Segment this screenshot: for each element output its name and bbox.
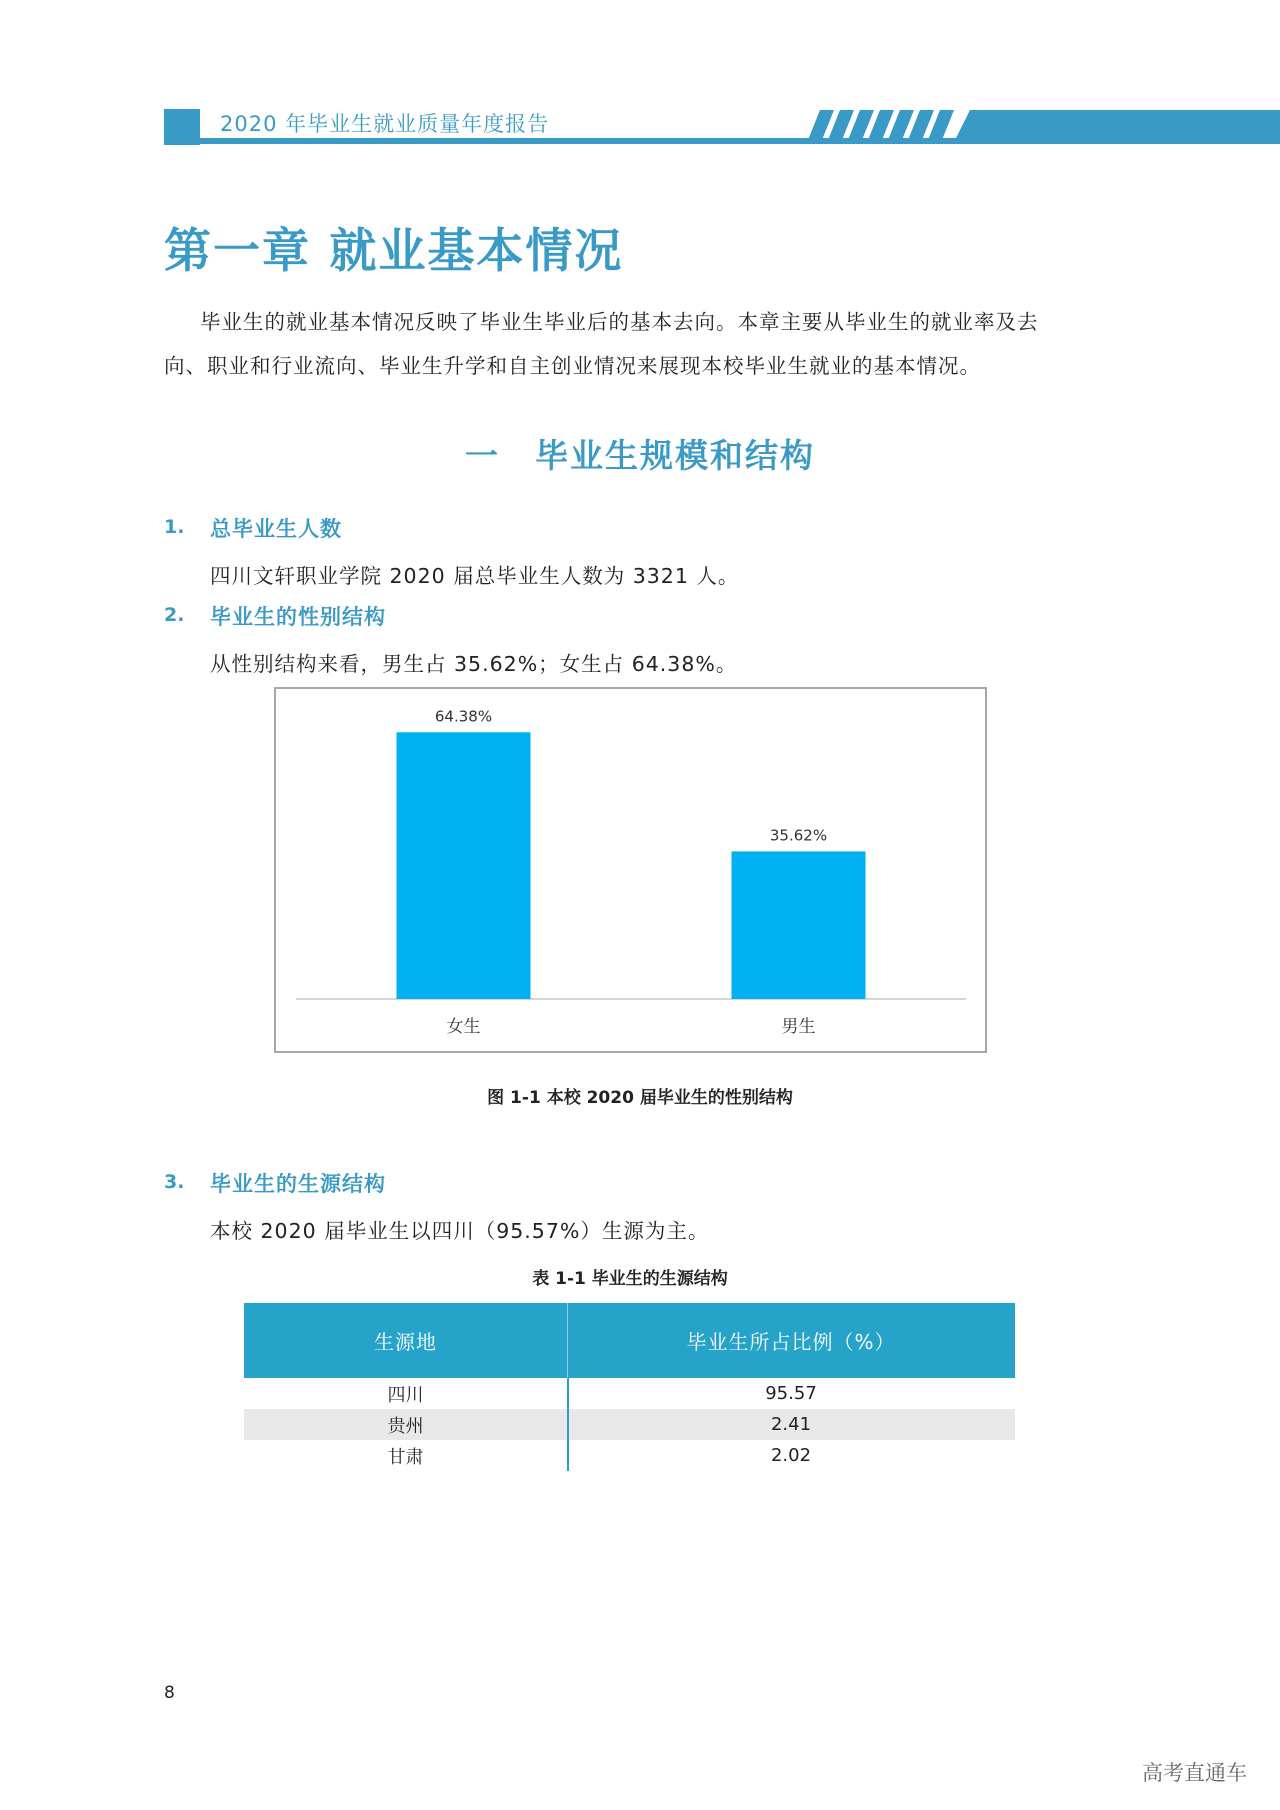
table-cell-ratio: 2.02: [770, 1445, 812, 1466]
data-label-1: 64.38%: [434, 707, 493, 726]
header-stripes-decoration: [800, 110, 1280, 140]
chapter-title: 第一章 就业基本情况: [164, 224, 624, 279]
table-row: [244, 1440, 1015, 1471]
table-header-row: [244, 1303, 1015, 1378]
category-label-2: 男生: [781, 1017, 816, 1037]
page-number: 8: [164, 1683, 175, 1703]
section-title: 一 毕业生规模和结构: [465, 436, 815, 475]
figure-caption: 图 1-1 本校 2020 届毕业生的性别结构: [487, 1088, 793, 1108]
subsection-1-title: 总毕业生人数: [210, 517, 342, 541]
subsection-2-title: 毕业生的性别结构: [210, 605, 386, 629]
table-row: [244, 1409, 1015, 1440]
intro-paragraph-line-1: 毕业生的就业基本情况反映了毕业生毕业后的基本去向。本章主要从毕业生的就业率及去: [200, 310, 1039, 334]
category-label-1: 女生: [446, 1017, 481, 1037]
table-row: [244, 1378, 1015, 1409]
table-cell-origin: 四川: [387, 1384, 424, 1406]
subsection-1-number: 1.: [164, 516, 185, 538]
subsection-3-title: 毕业生的生源结构: [210, 1172, 386, 1196]
gender-bar-chart: [274, 687, 987, 1053]
intro-paragraph-line-2: 向、职业和行业流向、毕业生升学和自主创业情况来展现本校毕业生就业的基本情况。: [164, 354, 981, 378]
watermark-text: 高考直通车: [1142, 1761, 1247, 1785]
subsection-3-number: 3.: [164, 1171, 185, 1193]
bar-1: [397, 732, 531, 999]
table-header-origin: 生源地: [374, 1330, 437, 1354]
bar-2: [732, 851, 866, 999]
chart-canvas: [276, 689, 985, 1051]
origin-structure-table: [244, 1303, 1015, 1471]
table-cell-origin: 甘肃: [387, 1446, 424, 1468]
table-cell-origin: 贵州: [387, 1415, 424, 1437]
table-header-ratio: 毕业生所占比例（%）: [686, 1330, 896, 1354]
table-cell-ratio: 95.57: [765, 1383, 817, 1404]
table-caption: 表 1-1 毕业生的生源结构: [532, 1269, 728, 1289]
subsection-3-body: 本校 2020 届毕业生以四川（95.57%）生源为主。: [210, 1219, 710, 1243]
table-cell-ratio: 2.41: [770, 1414, 812, 1435]
report-header-title: 2020 年毕业生就业质量年度报告: [220, 112, 550, 136]
subsection-2-body: 从性别结构来看，男生占 35.62%；女生占 64.38%。: [210, 652, 738, 676]
subsection-2-number: 2.: [164, 604, 185, 626]
subsection-1-body: 四川文轩职业学院 2020 届总毕业生人数为 3321 人。: [210, 564, 740, 588]
data-label-2: 35.62%: [769, 826, 828, 845]
